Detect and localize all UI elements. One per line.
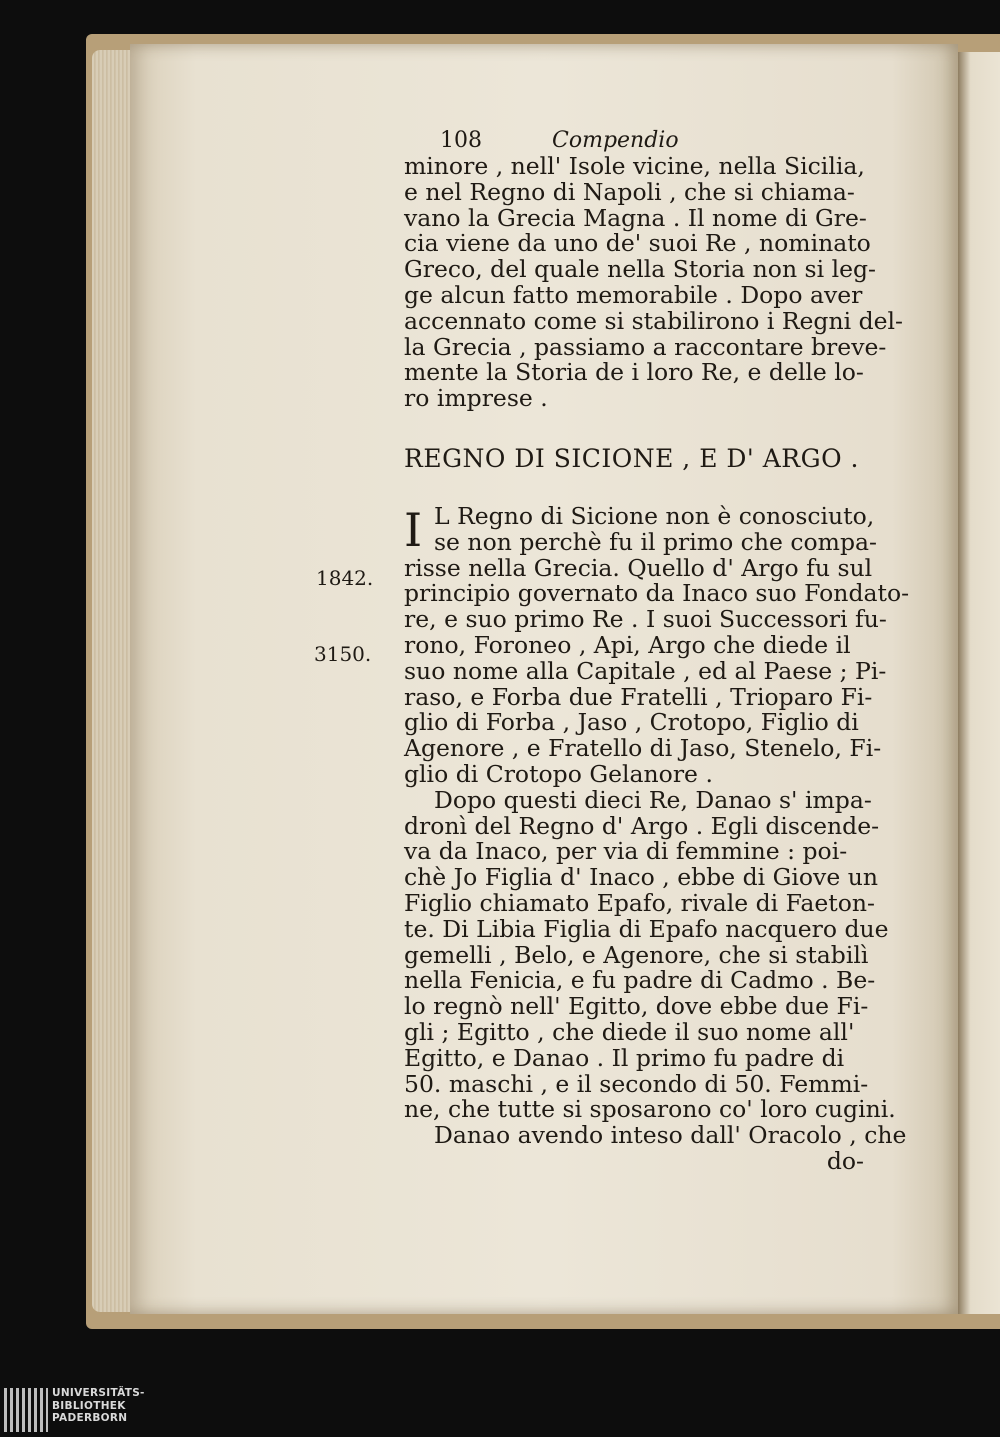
text-line: Egitto, e Danao . Il primo fu padre di <box>404 1043 845 1072</box>
text-line: nella Fenicia, e fu padre di Cadmo . Be- <box>404 966 876 995</box>
catchword: do- <box>826 1146 864 1175</box>
text-line: glio di Crotopo Gelanore . <box>404 759 713 788</box>
text-line: Greco, del quale nella Storia non si leg- <box>404 255 876 284</box>
margin-note-1842: 1842. <box>316 566 374 590</box>
text-line: Figlio chiamato Epafo, rivale di Faeton- <box>404 888 875 917</box>
text-line: Danao avendo inteso dall' Oracolo , che <box>434 1121 907 1150</box>
text-line: te. Di Libia Figlia di Epafo nacquero due <box>404 914 889 943</box>
text-line: L Regno di Sicione non è conosciuto, <box>434 501 875 530</box>
text-line: accennato come si stabilirono i Regni del- <box>404 306 903 335</box>
text-line: principio governato da Inaco suo Fondato- <box>404 579 910 608</box>
paragraph-1 <box>404 501 910 788</box>
text-line: e nel Regno di Napoli , che si chiama- <box>404 177 855 206</box>
text-line: raso, e Forba due Fratelli , Trioparo Fi- <box>404 682 873 711</box>
text-line: risse nella Grecia. Quello d' Argo fu sul <box>404 553 873 582</box>
logo-line: PADERBORN <box>52 1412 128 1424</box>
intro-paragraph <box>404 152 903 413</box>
text-line: lo regnò nell' Egitto, dove ebbe due Fi- <box>404 992 869 1021</box>
facing-page-edge <box>958 52 1000 1314</box>
library-logo-icon <box>4 1388 48 1432</box>
text-line: la Grecia , passiamo a raccontare breve- <box>404 332 887 361</box>
paragraph-3 <box>404 1121 907 1150</box>
text-line: gli ; Egitto , che diede il suo nome all' <box>404 1017 855 1046</box>
text-line: rono, Foroneo , Api, Argo che diede il <box>404 630 851 659</box>
text-line: Dopo questi dieci Re, Danao s' impa- <box>434 785 872 814</box>
library-logo-text <box>52 1387 145 1425</box>
page-edges <box>92 50 132 1312</box>
text-line: se non perchè fu il primo che compa- <box>434 527 877 556</box>
text-line: mente la Storia de i loro Re, e delle lo- <box>404 358 864 387</box>
text-line: chè Jo Figlia d' Inaco , ebbe di Giove un <box>404 863 878 892</box>
text-line: re, e suo primo Re . I suoi Successori fu- <box>404 605 887 634</box>
page-text <box>404 122 910 1175</box>
text-line: dronì del Regno d' Argo . Egli discende- <box>404 811 880 840</box>
text-line: gemelli , Belo, e Agenore, che si stabilì <box>404 940 869 969</box>
logo-line: UNIVERSITÄTS- <box>52 1387 145 1399</box>
text-line: ne, che tutte si sposarono co' loro cugini. <box>404 1095 896 1124</box>
drop-cap: I <box>404 502 423 557</box>
running-head: Compendio <box>552 128 679 154</box>
paragraph-2 <box>404 785 896 1124</box>
section-heading: REGNO DI SICIONE , E D' ARGO . <box>404 443 859 473</box>
logo-line: BIBLIOTHEK <box>52 1399 126 1412</box>
text-line: Agenore , e Fratello di Jaso, Stenelo, Fi- <box>404 734 882 763</box>
footer-bar <box>0 1386 1000 1437</box>
page-number: 108 <box>440 128 482 154</box>
text-line: va da Inaco, per via di femmine : poi- <box>404 837 848 866</box>
margin-note-3150: 3150. <box>314 642 372 666</box>
text-line: vano la Grecia Magna . Il nome di Gre- <box>404 203 867 232</box>
text-line: ro imprese . <box>404 384 548 413</box>
text-line: glio di Forba , Jaso , Crotopo, Figlio di <box>404 708 859 737</box>
text-line: suo nome alla Capitale , ed al Paese ; Pi- <box>404 656 887 685</box>
text-line: cia viene da uno de' suoi Re , nominato <box>404 229 871 258</box>
page-header <box>404 122 874 154</box>
text-line: minore , nell' Isole vicine, nella Sicilia, <box>404 152 865 180</box>
text-line: 50. maschi , e il secondo di 50. Femmi- <box>404 1069 869 1098</box>
text-line: ge alcun fatto memorabile . Dopo aver <box>404 280 863 309</box>
